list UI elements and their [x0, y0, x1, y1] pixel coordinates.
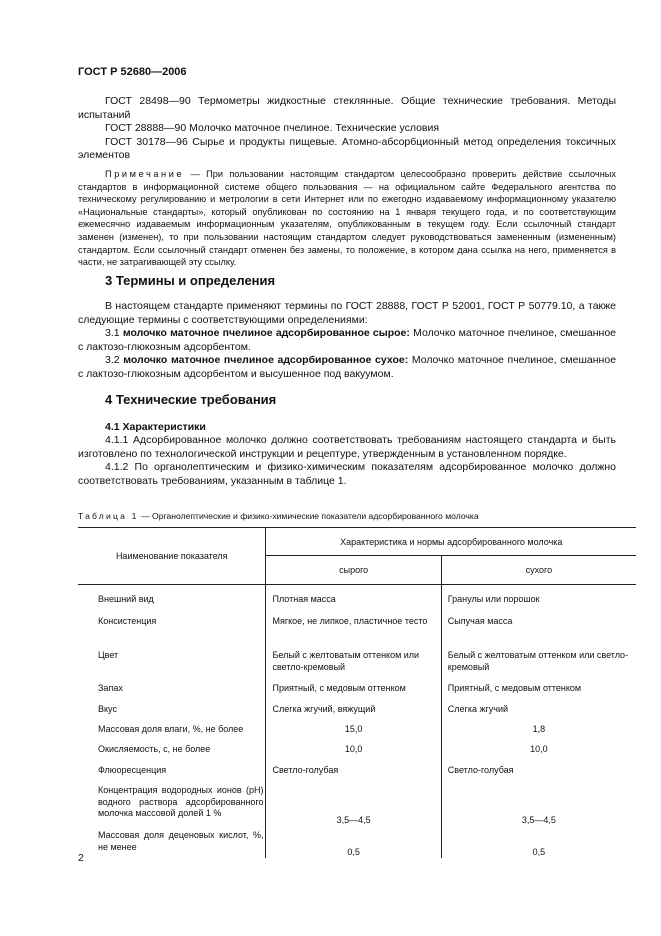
- reference-item: ГОСТ 30178—96 Сырье и продукты пищевые. Атомно-абсорбционный метод определения токсичных элементов: [78, 135, 616, 161]
- column-header-group: Характеристика и нормы адсорбированного молочка: [266, 528, 636, 556]
- column-header-dry: сухого: [441, 556, 636, 585]
- row-raw-value: 10,0: [266, 744, 441, 765]
- note-block: [78, 168, 616, 269]
- table-row: [78, 616, 636, 650]
- table-caption: [78, 511, 638, 521]
- row-name: Флюоресценция: [78, 765, 266, 785]
- page-number: 2: [78, 852, 84, 864]
- row-dry-value: Слегка жгучий: [447, 704, 509, 714]
- term-definition: [78, 354, 616, 381]
- row-raw-value: 3,5—4,5: [266, 785, 441, 826]
- paragraph-4-1-2: 4.1.2 По органолептическим и физико-химическим показателям адсорбированное молочко должно соответствовать требованиям, указанным в таблице 1.: [78, 461, 616, 487]
- row-name: Массовая доля влаги, %, не более: [78, 724, 266, 744]
- table-row: [78, 585, 636, 617]
- row-name: Цвет: [78, 650, 266, 683]
- column-header-raw: сырого: [266, 556, 441, 585]
- term-name: молочко маточное пчелиное адсорбированное сырое:: [122, 327, 410, 339]
- term-name: молочко маточное пчелиное адсорбированное сухое:: [123, 354, 409, 366]
- row-dry-value: Приятный, с медовым оттенком: [447, 683, 582, 693]
- section-4-body: [78, 434, 616, 488]
- paragraph-4-1-1: 4.1.1 Адсорбированное молочко должно соответствовать требованиям настоящего стандарта и быть изготовлено по технологической инструкции и рецептуре, утвержденным в установленном порядке.: [78, 434, 616, 460]
- row-dry-value: Сыпучая масса: [447, 616, 513, 626]
- row-raw-value: 0,5: [266, 826, 441, 858]
- table-caption-label: Таблица 1: [78, 511, 139, 521]
- table-row: [78, 650, 636, 683]
- term-number: 3.1: [105, 327, 120, 339]
- row-name: Внешний вид: [78, 585, 266, 617]
- row-raw-value: Мягкое, не липкое, пластичное тесто: [266, 616, 441, 650]
- row-raw-value: Слегка жгучий, вяжущий: [266, 704, 441, 724]
- row-raw-value: Плотная масса: [266, 585, 441, 617]
- row-name: Массовая доля деценовых кислот, %, не менее: [78, 826, 266, 858]
- column-header-name: Наименование показателя: [78, 528, 266, 585]
- section-3-intro: В настоящем стандарте применяют термины по ГОСТ 28888, ГОСТ Р 52001, ГОСТ Р 50779.10, а также следующие термины с соответствующими определениями:: [78, 300, 616, 326]
- row-name: Консистенция: [78, 616, 266, 650]
- term-number: 3.2: [105, 354, 120, 366]
- page-header: ГОСТ Р 52680—2006: [78, 66, 187, 78]
- row-raw-value: Белый с желтоватым оттенком или светло-кремовый: [266, 650, 441, 683]
- row-dry-value: 3,5—4,5: [521, 814, 556, 825]
- note-text: — При пользовании настоящим стандартом целесообразно проверить действие ссылочных стандартов в информационной системе общего пользования — на официальном сайте Федерального агентства по техническому регулированию и метрологии в сети Интернет или по ежегодно издаваемому информационному указателю «Национальные стандарты», который опубликован по состоянию на 1 января текущего года, и по соответствующим ежемесячно издаваемым информационным указателям, опубликованным в текущем году. Если ссылочный стандарт заменен (изменен), то при пользовании настоящим стандартом следует руководствоваться замененным (измененным) стандартом. Если ссылочный стандарт отменен без замены, то положение, в котором дана ссылка на него, применяется в части, не затрагивающей эту ссылку.: [78, 169, 616, 268]
- row-raw-value: Светло-голубая: [266, 765, 441, 785]
- row-dry-value: 0,5: [532, 846, 546, 857]
- term-text: Молочко маточное пчелиное, смешанное с лактозо-глюкозным адсорбентом.: [78, 327, 616, 353]
- term-definition: [78, 327, 616, 354]
- row-dry-value: Белый с желтоватым оттенком или светло-кремовый: [447, 650, 629, 672]
- reference-item: ГОСТ 28888—90 Молочко маточное пчелиное. Технические условия: [105, 122, 440, 134]
- reference-list: [78, 95, 616, 163]
- term-text: Молочко маточное пчелиное, смешанное с лактозо-глюкозным адсорбентом и высушенное под вакуумом.: [78, 354, 617, 380]
- note-label: Примечание: [105, 169, 185, 179]
- subsection-title: 4.1 Характеристики: [105, 421, 206, 433]
- row-dry-value: 1,8: [532, 724, 546, 734]
- reference-item: ГОСТ 28498—90 Термометры жидкостные стеклянные. Общие технические требования. Методы испытаний: [78, 95, 616, 121]
- table-row: [78, 683, 636, 704]
- table-row: [78, 765, 636, 785]
- table-row: [78, 744, 636, 765]
- row-raw-value: Приятный, с медовым оттенком: [266, 683, 441, 704]
- section-4-title: 4 Технические требования: [105, 392, 277, 407]
- data-table: [78, 527, 636, 858]
- table-caption-text: — Органолептические и физико-химические показатели адсорбированного молочка: [141, 511, 479, 521]
- row-dry-value: 10,0: [530, 744, 548, 754]
- row-dry-value: Светло-голубая: [447, 765, 514, 775]
- table-row: [78, 704, 636, 724]
- row-name: Запах: [78, 683, 266, 704]
- row-name: Окисляемость, с, не более: [78, 744, 266, 765]
- row-name: Концентрация водородных ионов (pH) водного раствора адсорбированного молочка массовой долей 1 %: [78, 785, 266, 826]
- table-row: [78, 826, 636, 858]
- row-dry-value: Гранулы или порошок: [447, 594, 540, 604]
- section-3-body: [78, 300, 616, 381]
- row-name: Вкус: [78, 704, 266, 724]
- table-row: [78, 785, 636, 826]
- table-row: [78, 724, 636, 744]
- row-raw-value: 15,0: [266, 724, 441, 744]
- section-3-title: 3 Термины и определения: [105, 273, 276, 288]
